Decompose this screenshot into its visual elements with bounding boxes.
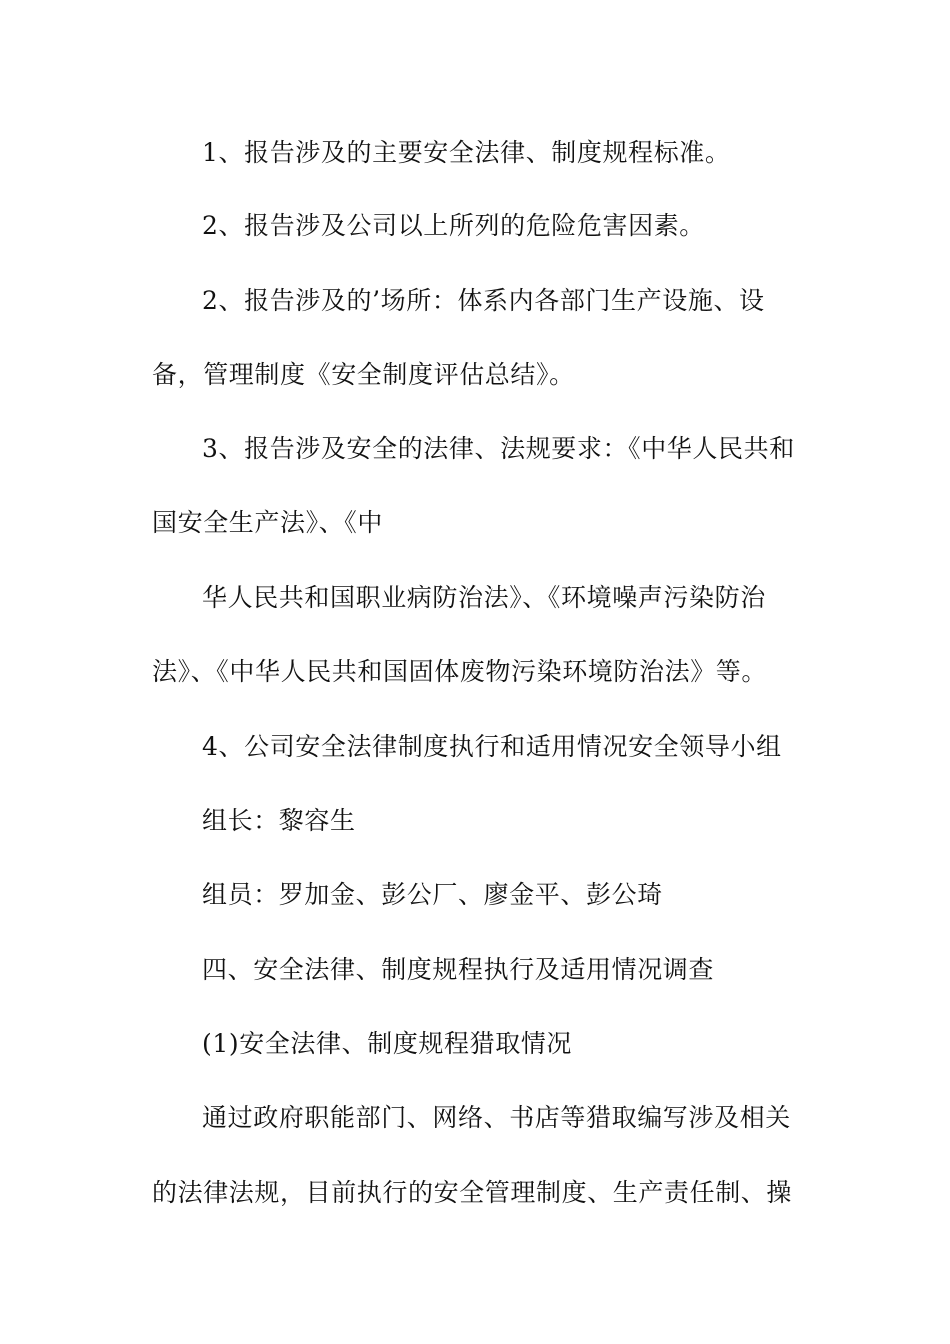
paragraph-line: 3、报告涉及安全的法律、法规要求：《中华人民共和 [202,434,795,463]
subsection-heading: (1)安全法律、制度规程猎取情况 [202,1029,573,1058]
paragraph-line: 组员：罗加金、彭公厂、廖金平、彭公琦 [202,880,663,909]
paragraph-line: 华人民共和国职业病防治法》、《环境噪声污染防治 [202,583,766,612]
paragraph-line: 4、公司安全法律制度执行和适用情况安全领导小组 [202,732,782,761]
paragraph-line: 1、报告涉及的主要安全法律、制度规程标准。 [202,138,731,167]
paragraph-line: 法》、《中华人民共和国固体废物污染环境防治法》等。 [152,657,768,686]
paragraph-line: 通过政府职能部门、网络、书店等猎取编写涉及相关 [202,1103,791,1132]
paragraph-line: 的法律法规，目前执行的安全管理制度、生产责任制、操 [152,1178,793,1207]
paragraph-line: 2、报告涉及的’场所：体系内各部门生产设施、设 [202,286,765,315]
paragraph-line: 国安全生产法》、《中 [152,508,384,537]
paragraph-line: 2、报告涉及公司以上所列的危险危害因素。 [202,211,705,240]
section-heading: 四、安全法律、制度规程执行及适用情况调查 [202,955,715,984]
paragraph-line: 组长：黎容生 [202,806,356,835]
paragraph-line: 备，管理制度《安全制度评估总结》。 [152,360,575,389]
